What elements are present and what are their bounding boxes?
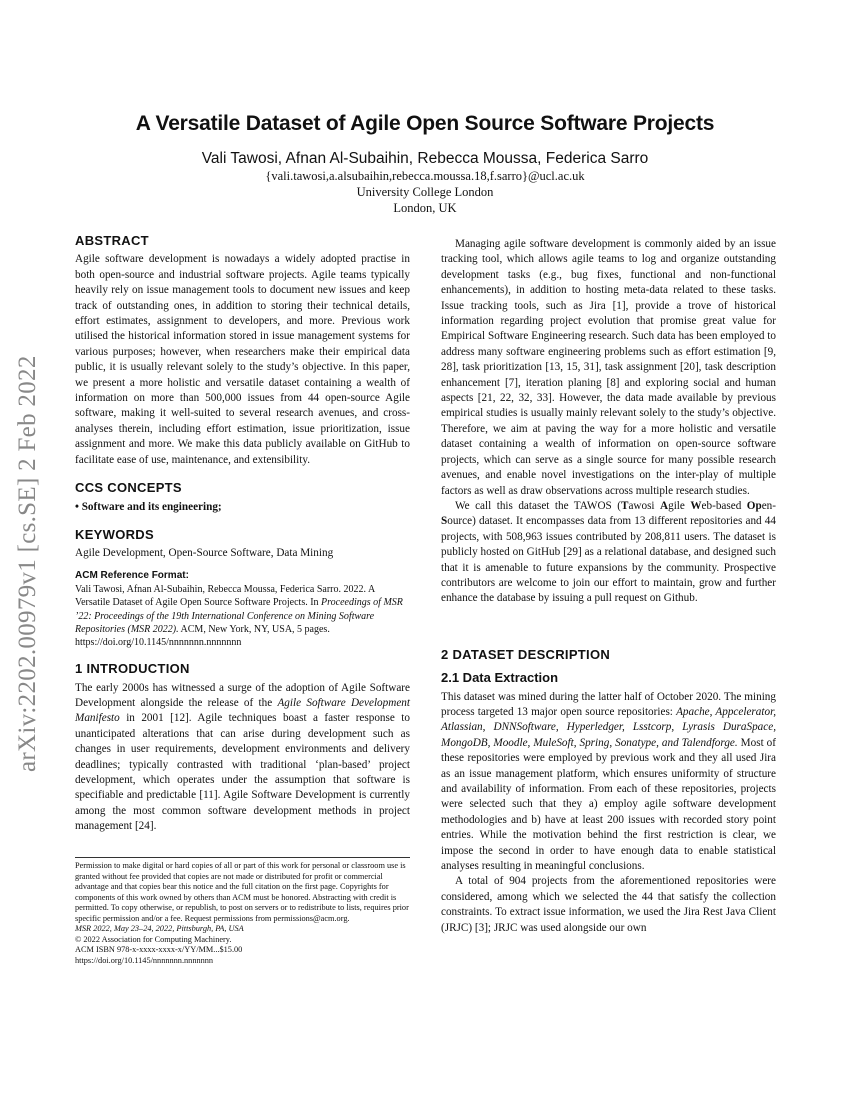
acm-reference-part: Vali Tawosi, Afnan Al-Subaihin, Rebecca Moussa, Federica Sarro. 2022. A Versatile Dataset of Agile Open Source Software Projects. In — [75, 584, 375, 609]
data-extraction-paragraph — [441, 690, 776, 875]
author-emails: {vali.tawosi,a.alsubaihin,rebecca.moussa.18,f.sarro}@ucl.ac.uk — [265, 169, 585, 183]
permission-footnote — [75, 857, 410, 966]
tawos-text: gile — [668, 499, 691, 512]
acm-reference-venue: Proceedings of MSR ’22: Proceedings of the 19th International Conference on Mining Software Repositories (MSR 2022). — [75, 597, 403, 635]
extraction-text: Most of these repositories were employed by previous work and they all used Jira as an issue management platform, which ensures uniformity of structure and availability of information. From each of these repositories, projects were selected such that they a) employ agile software development methodologies and b) have at least 200 issues with recorded story point entries. While the motivation behind the first restriction is clear, we impose the second in order to have enough data to enable statistical analyses resulting in meaningful conclusions. — [441, 736, 776, 873]
copyright-line: © 2022 Association for Computing Machinery. — [75, 934, 232, 944]
repository-list: Apache, Appcelerator, Atlassian, DNNSoftware, Hyperledger, Lsstcorp, Lyrasis DuraSpace, MongoDB, Moodle, MuleSoft, Spring, Sonatype, and Talendforge. — [441, 705, 776, 749]
extraction-text: This dataset was mined during the latter half of October 2020. The mining process targeted 13 major open source repositories: — [441, 690, 776, 718]
tawos-text: We call this dataset the TAWOS ( — [455, 499, 621, 512]
abstract-heading: ABSTRACT — [75, 233, 149, 248]
author-location: London, UK — [393, 201, 457, 215]
acm-reference-doi: ACM, New York, NY, USA, 5 pages. https://doi.org/10.1145/nnnnnnn.nnnnnnn — [75, 623, 330, 648]
permission-text: Permission to make digital or hard copies of all or part of this work for personal or classroom use is granted without fee provided that copies are not made or distributed for profit or commercial advantage and that copies bear this notice and the full citation on the first page. Copyrights for components of this work owned by others than ACM must be honored. Abstracting with credit is permitted. To copy otherwise, or republish, to post on servers or to redistribute to lists, requires prior specific permission and/or a fee. Request permissions from permissions@acm.org. — [75, 861, 409, 923]
right-column — [441, 237, 776, 936]
section-2-heading: 2 DATASET DESCRIPTION — [441, 646, 611, 662]
conference-line: MSR 2022, May 23–24, 2022, Pittsburgh, PA, USA — [75, 924, 244, 933]
tawos-text: awosi — [628, 499, 661, 512]
doi-line: https://doi.org/10.1145/nnnnnnn.nnnnnnn — [75, 955, 214, 965]
tawos-letter: A — [660, 499, 669, 512]
keywords-section — [75, 527, 410, 649]
introduction-heading: 1 INTRODUCTION — [75, 661, 190, 677]
introduction-section — [75, 661, 410, 834]
isbn-line: ACM ISBN 978-x-xxxx-xxxx-x/YY/MM...$15.00 — [75, 945, 243, 954]
ccs-section — [75, 480, 410, 515]
intro-paragraph-2: Managing agile software development is commonly aided by an issue tracking tool, which allows agile teams to log and organize outstanding development tasks (e.g., bug fixes, functional and non-functional enhancements), in addition to hosting meta-data related to these tasks. Issue tracking tools, such as Jira [1], provide a trove of historical information regarding project evolution that promise great value for Empirical Software Engineering research. Such data has been employed to address many software engineering problems such as effort estimation [9, 28], task prioritization [13, 15, 31], task assignment [20], task description enhancement [7], iteration planing [8] and exploring social and human aspects [21, 22, 32, 33]. However, the data made available by previous empirical studies is usually mainly relevant solely to the study’s objective. Therefore, we aim at paving the way for a more holistic and versatile dataset containing a wealth of information on open-source software projects, which can serve as a single source for many possible research avenues, and enable novel investigations on the inter-play of multiple factors as well as draw observations across multiple research studies. — [441, 238, 776, 497]
intro-text-part: The early 2000s has witnessed a surge of the adoption of Agile Software Development alongside the release of the — [75, 681, 410, 709]
keywords-heading: KEYWORDS — [75, 526, 154, 542]
arxiv-identifier: arXiv:2202.00979v1 [cs.SE] 2 Feb 2022 — [14, 355, 41, 772]
data-extraction-paragraph-2: A total of 904 projects from the aforementioned repositories were considered, among which we selected the 44 that satisfy the collection constraints. To extract issue information, we used the Jira Rest Java Client (JRJC) [3]; JRJC was used alongside our own — [441, 875, 776, 934]
acm-reference-text — [75, 583, 410, 649]
intro-text-part: in 2001 [12]. Agile techniques boast a faster response to unanticipated alterations that can arise during development such as changes in user requirements, development environments and delivery deadlines; typically contrasted with traditional ‘plan-based’ project development, which operates under the assumption that software is specifiable and predictable [11]. Agile Software Development is currently among the most common software development methods in project management [24]. — [75, 712, 410, 833]
tawos-letter: Op — [746, 499, 762, 512]
keywords-text: Agile Development, Open-Source Software, Data Mining — [75, 547, 334, 560]
intro-manifesto: Agile Software Development Manifesto — [75, 696, 410, 725]
tawos-letter: S — [441, 515, 448, 528]
acm-reference-heading: ACM Reference Format: — [75, 569, 189, 581]
tawos-text: en- — [761, 499, 777, 512]
abstract-section — [75, 233, 410, 468]
introduction-paragraph — [75, 681, 410, 835]
paper-header — [75, 112, 775, 216]
abstract-text: Agile software development is nowadays a widely adopted practise in both open-source and industrial software projects. Agile teams typically heavily rely on issue management tools to document new issues and keep track of outstanding ones, in addition to storing their technical details, effort estimates, assignment to developers, and more. Previous work utilised the historical information stored in issue management systems for various purposes; however, when researchers make their empirical data public, it is usually relevant solely to the study’s objective. In this paper, we present a more holistic and versatile dataset containing a wealth of information on more than 500,000 issues from 44 open-source Agile software, making it well-suited to several research avenues, and cross-analyses therein, including effort estimation, issue prioritization, issue assignment and more. We make this data publicly available on GitHub to facilitate ease of use, maintenance, and extensibility. — [75, 253, 410, 466]
ccs-item: • Software and its engineering; — [75, 500, 222, 513]
section-2-1-heading: 2.1 Data Extraction — [441, 670, 559, 686]
paper-title: A Versatile Dataset of Agile Open Source Software Projects — [135, 112, 715, 135]
dataset-description-section — [441, 647, 776, 936]
left-column — [75, 233, 410, 835]
tawos-letter: W — [690, 499, 702, 512]
intro-paragraph-3 — [441, 499, 776, 607]
tawos-text: eb-based — [701, 499, 747, 512]
ccs-heading: CCS CONCEPTS — [75, 480, 182, 496]
tawos-letter: T — [620, 499, 629, 512]
tawos-text: ource) dataset. It encompasses data from 13 different repositories and 44 projects, with 508,963 issues contributed by 208,811 users. The dataset is publicly hosted on GitHub [29] as a relational database, and designed such that it is amenable to future expansions by the community. Prospective contributors are welcome to join our effort to maintain, grow and further enhance the database by issuing a pull request on Github. — [441, 515, 776, 605]
author-list: Vali Tawosi, Afnan Al-Subaihin, Rebecca Moussa, Federica Sarro — [201, 150, 649, 167]
author-institution: University College London — [356, 185, 494, 199]
